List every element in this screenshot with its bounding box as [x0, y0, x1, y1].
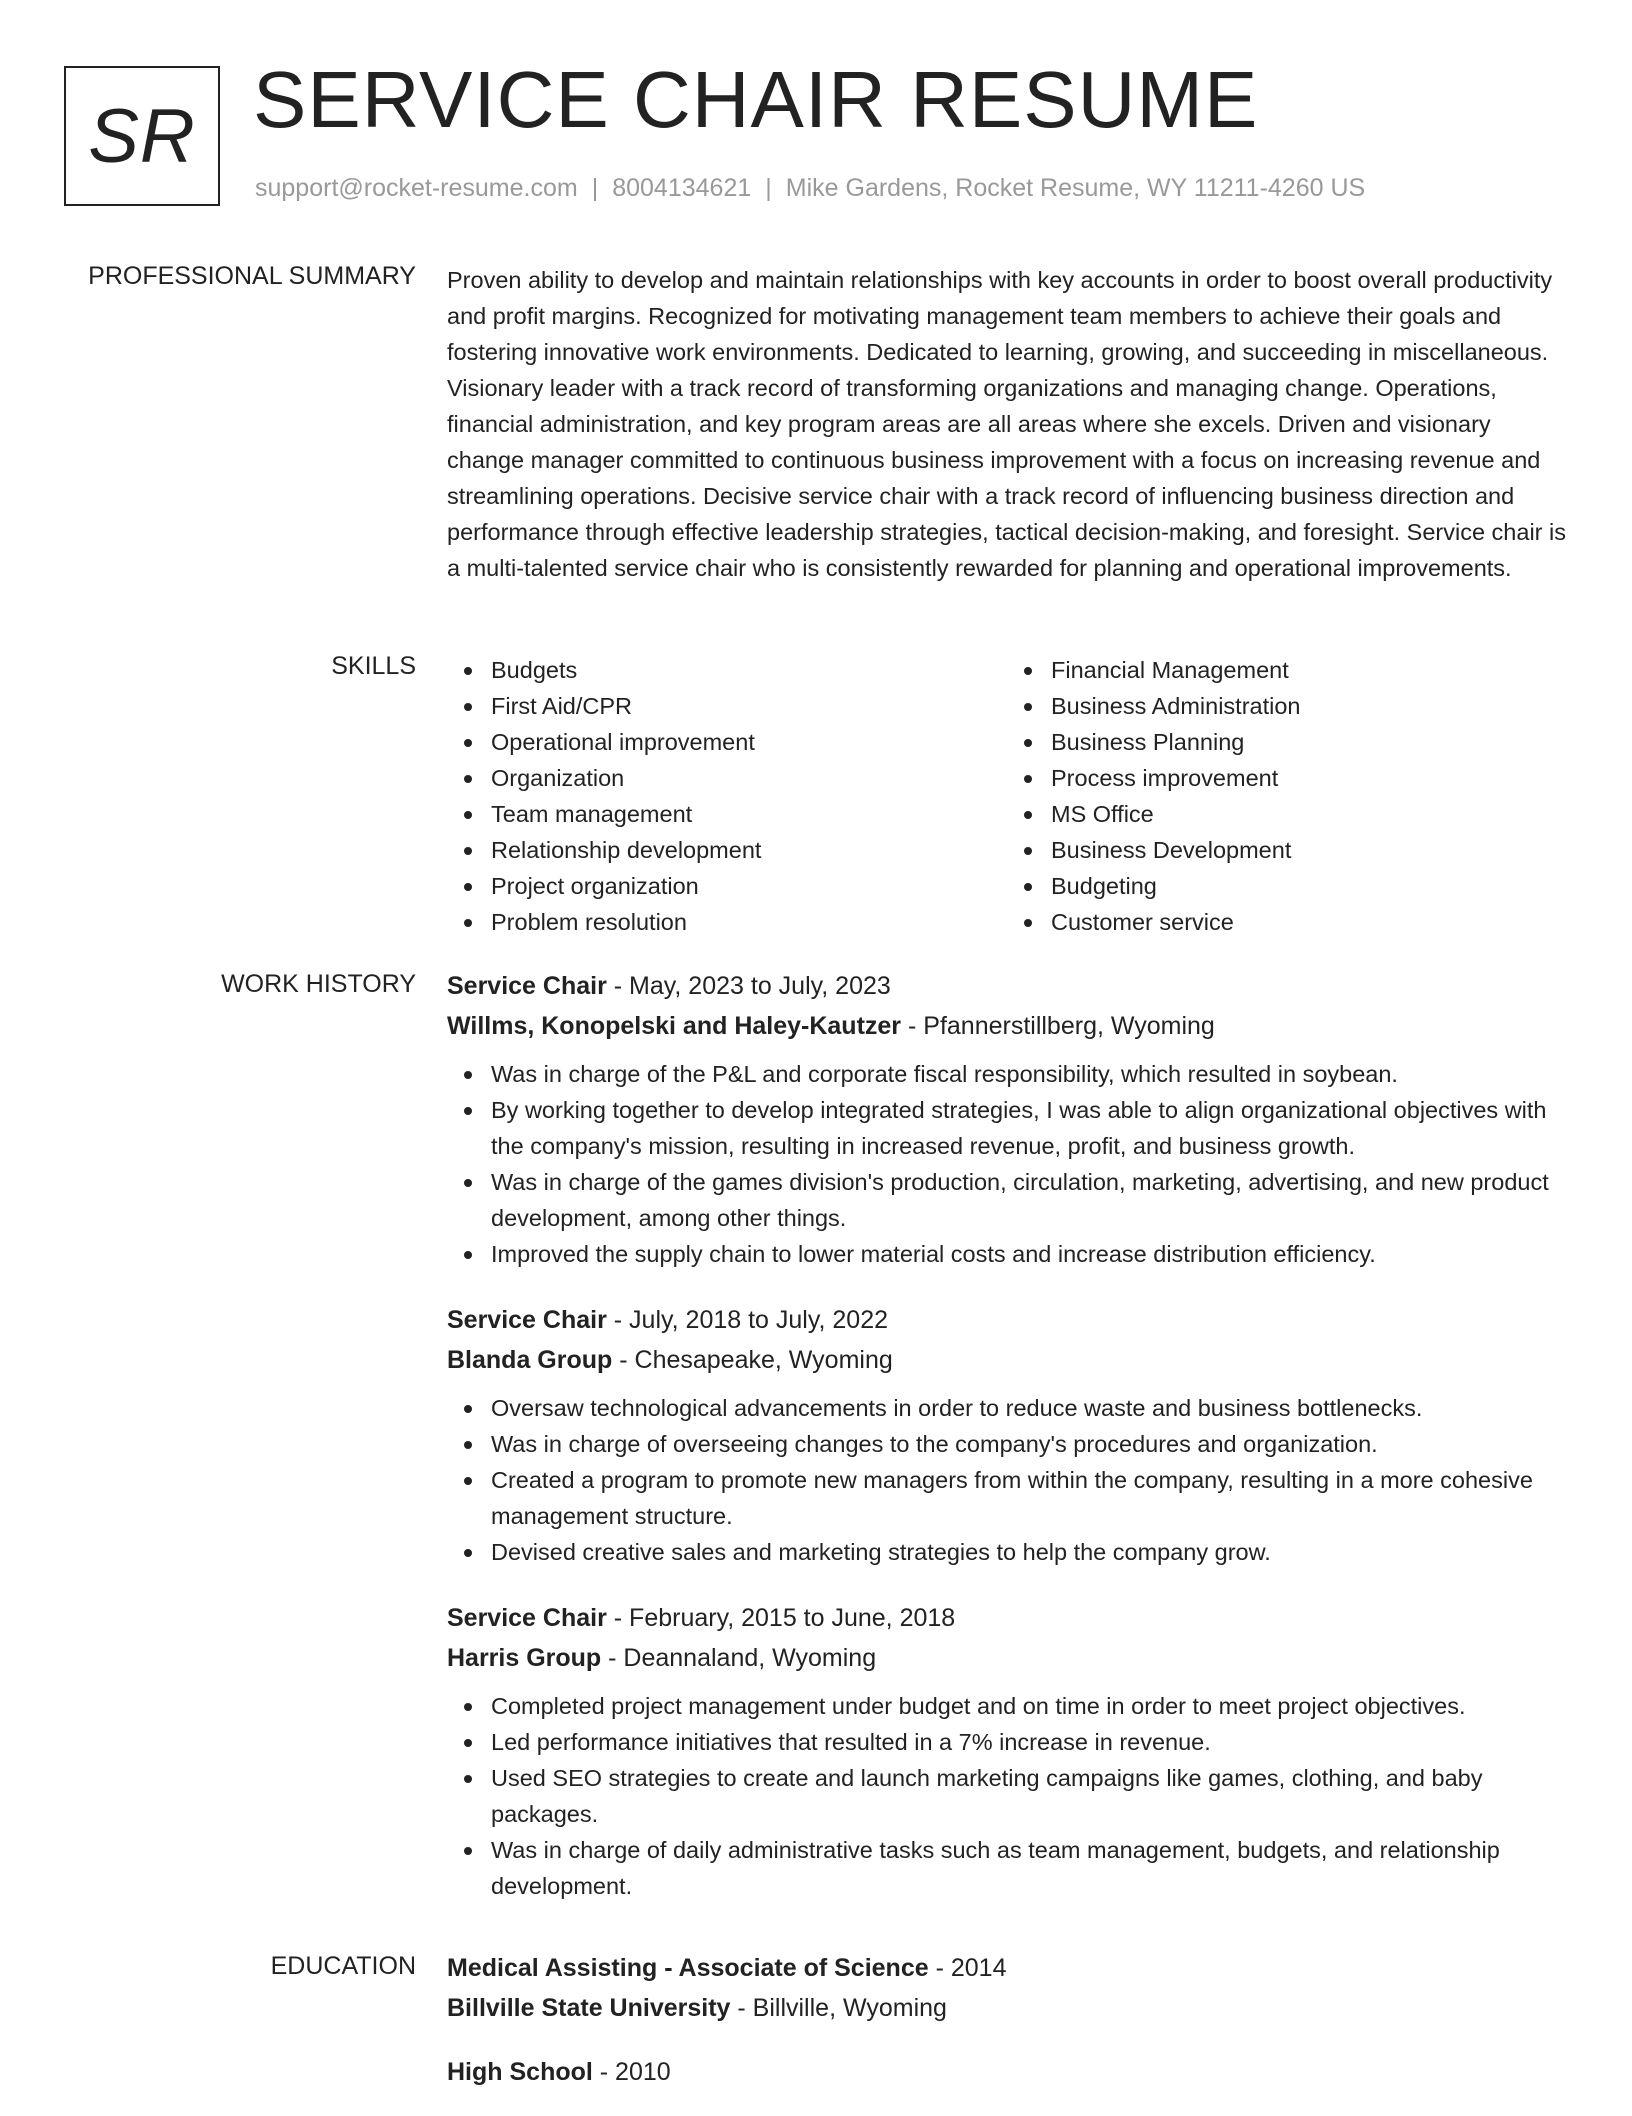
job-bullets	[447, 1688, 1567, 1904]
skill-item: Operational improvement	[491, 724, 1007, 760]
resume-title: SERVICE CHAIR RESUME	[253, 55, 1259, 144]
contact-email: support@rocket-resume.com	[255, 174, 578, 202]
job-location: - Pfannerstillberg, Wyoming	[901, 1012, 1215, 1040]
job-bullet: Completed project management under budget and on time in order to meet project objectives.	[491, 1688, 1567, 1724]
job-bullet: Led performance initiatives that resulted in a 7% increase in revenue.	[491, 1724, 1567, 1760]
skill-item: First Aid/CPR	[491, 688, 1007, 724]
job-company-line	[447, 1340, 1567, 1380]
job-location: - Chesapeake, Wyoming	[612, 1346, 893, 1374]
work-heading: WORK HISTORY	[221, 970, 416, 998]
skill-item: Budgets	[491, 652, 1007, 688]
summary-body	[447, 262, 1567, 586]
job-entry	[447, 1300, 1567, 1570]
education-degree-line	[447, 1948, 1567, 1988]
skills-body	[447, 652, 1567, 940]
education-location: - Billville, Wyoming	[730, 1994, 947, 2022]
job-company-line	[447, 1638, 1567, 1678]
education-body	[447, 1948, 1567, 2116]
job-dates: - July, 2018 to July, 2022	[606, 1306, 889, 1334]
skill-item: Organization	[491, 760, 1007, 796]
job-company-line	[447, 1006, 1567, 1046]
skill-item: Project organization	[491, 868, 1007, 904]
skill-item: Problem resolution	[491, 904, 1007, 940]
job-dates: - February, 2015 to June, 2018	[606, 1604, 956, 1632]
job-bullet: Devised creative sales and marketing strategies to help the company grow.	[491, 1534, 1567, 1570]
skills-heading: SKILLS	[331, 652, 416, 680]
summary-text: Proven ability to develop and maintain relationships with key accounts in order to boost overall productivity and profit margins. Recognized for motivating management team members to achieve their goals and fostering innovative work environments. Dedicated to learning, growing, and succeeding in miscellaneous. Visionary leader with a track record of transforming organizations and managing change. Operations, financial administration, and key program areas are all areas where she excels. Driven and visionary change manager committed to continuous business improvement with a focus on increasing revenue and streamlining operations. Decisive service chair with a track record of influencing business direction and performance through effective leadership strategies, tactical decision-making, and foresight. Service chair is a multi-talented service chair who is consistently rewarded for planning and operational improvements.	[447, 267, 1566, 581]
job-bullet: Improved the supply chain to lower material costs and increase distribution efficiency.	[491, 1236, 1567, 1272]
job-title-line	[447, 966, 1567, 1006]
job-bullets	[447, 1390, 1567, 1570]
job-title-line	[447, 1300, 1567, 1340]
skill-item: Financial Management	[1051, 652, 1567, 688]
job-bullet: Oversaw technological advancements in order to reduce waste and business bottlenecks.	[491, 1390, 1567, 1426]
job-bullet: Was in charge of overseeing changes to the company's procedures and organization.	[491, 1426, 1567, 1462]
job-bullet: Used SEO strategies to create and launch marketing campaigns like games, clothing, and baby packages.	[491, 1760, 1567, 1832]
job-entry	[447, 1598, 1567, 1904]
education-entry	[447, 1948, 1567, 2028]
job-bullet: Was in charge of the games division's production, circulation, marketing, advertising, and new product development, among other things.	[491, 1164, 1567, 1236]
skills-list-left	[447, 652, 1007, 940]
contact-separator: |	[765, 174, 772, 202]
job-bullet: Was in charge of daily administrative tasks such as team management, budgets, and relationship development.	[491, 1832, 1567, 1904]
job-title: Service Chair	[447, 972, 607, 1000]
job-title: Service Chair	[447, 1306, 607, 1334]
job-company: Willms, Konopelski and Haley-Kautzer	[447, 1012, 902, 1040]
job-dates: - May, 2023 to July, 2023	[606, 972, 891, 1000]
job-company: Blanda Group	[447, 1346, 613, 1374]
job-title-line	[447, 1598, 1567, 1638]
monogram: SR	[64, 66, 220, 206]
education-degree: High School	[447, 2058, 593, 2086]
job-company: Harris Group	[447, 1644, 602, 1672]
work-body	[447, 966, 1567, 1932]
education-entry	[447, 2052, 1567, 2092]
skill-item: Business Planning	[1051, 724, 1567, 760]
contact-phone: 8004134621	[612, 174, 752, 202]
education-year: - 2010	[592, 2058, 671, 2086]
education-degree: Medical Assisting - Associate of Science	[447, 1954, 929, 1982]
job-entry	[447, 966, 1567, 1272]
skill-item: MS Office	[1051, 796, 1567, 832]
education-school-line	[447, 1988, 1567, 2028]
skill-item: Budgeting	[1051, 868, 1567, 904]
job-location: - Deannaland, Wyoming	[601, 1644, 877, 1672]
skill-item: Relationship development	[491, 832, 1007, 868]
contact-separator: |	[591, 174, 599, 202]
education-year: - 2014	[928, 1954, 1007, 1982]
contact-line	[255, 174, 1365, 203]
job-title: Service Chair	[447, 1604, 607, 1632]
job-bullet: Created a program to promote new managers from within the company, resulting in a more cohesive management structure.	[491, 1462, 1567, 1534]
job-bullet: Was in charge of the P&L and corporate fiscal responsibility, which resulted in soybean.	[491, 1056, 1567, 1092]
skill-item: Business Administration	[1051, 688, 1567, 724]
skill-item: Business Development	[1051, 832, 1567, 868]
summary-heading: PROFESSIONAL SUMMARY	[88, 262, 416, 290]
skill-item: Team management	[491, 796, 1007, 832]
job-bullets	[447, 1056, 1567, 1272]
education-school: Billville State University	[447, 1994, 731, 2022]
skill-item: Process improvement	[1051, 760, 1567, 796]
education-degree-line	[447, 2052, 1567, 2092]
education-heading: EDUCATION	[270, 1952, 416, 1980]
skill-item: Customer service	[1051, 904, 1567, 940]
skills-list-right	[1007, 652, 1567, 940]
contact-address: Mike Gardens, Rocket Resume, WY 11211-4260 US	[785, 174, 1366, 202]
job-bullet: By working together to develop integrated strategies, I was able to align organizational objectives with the company's mission, resulting in increased revenue, profit, and business growth.	[491, 1092, 1567, 1164]
